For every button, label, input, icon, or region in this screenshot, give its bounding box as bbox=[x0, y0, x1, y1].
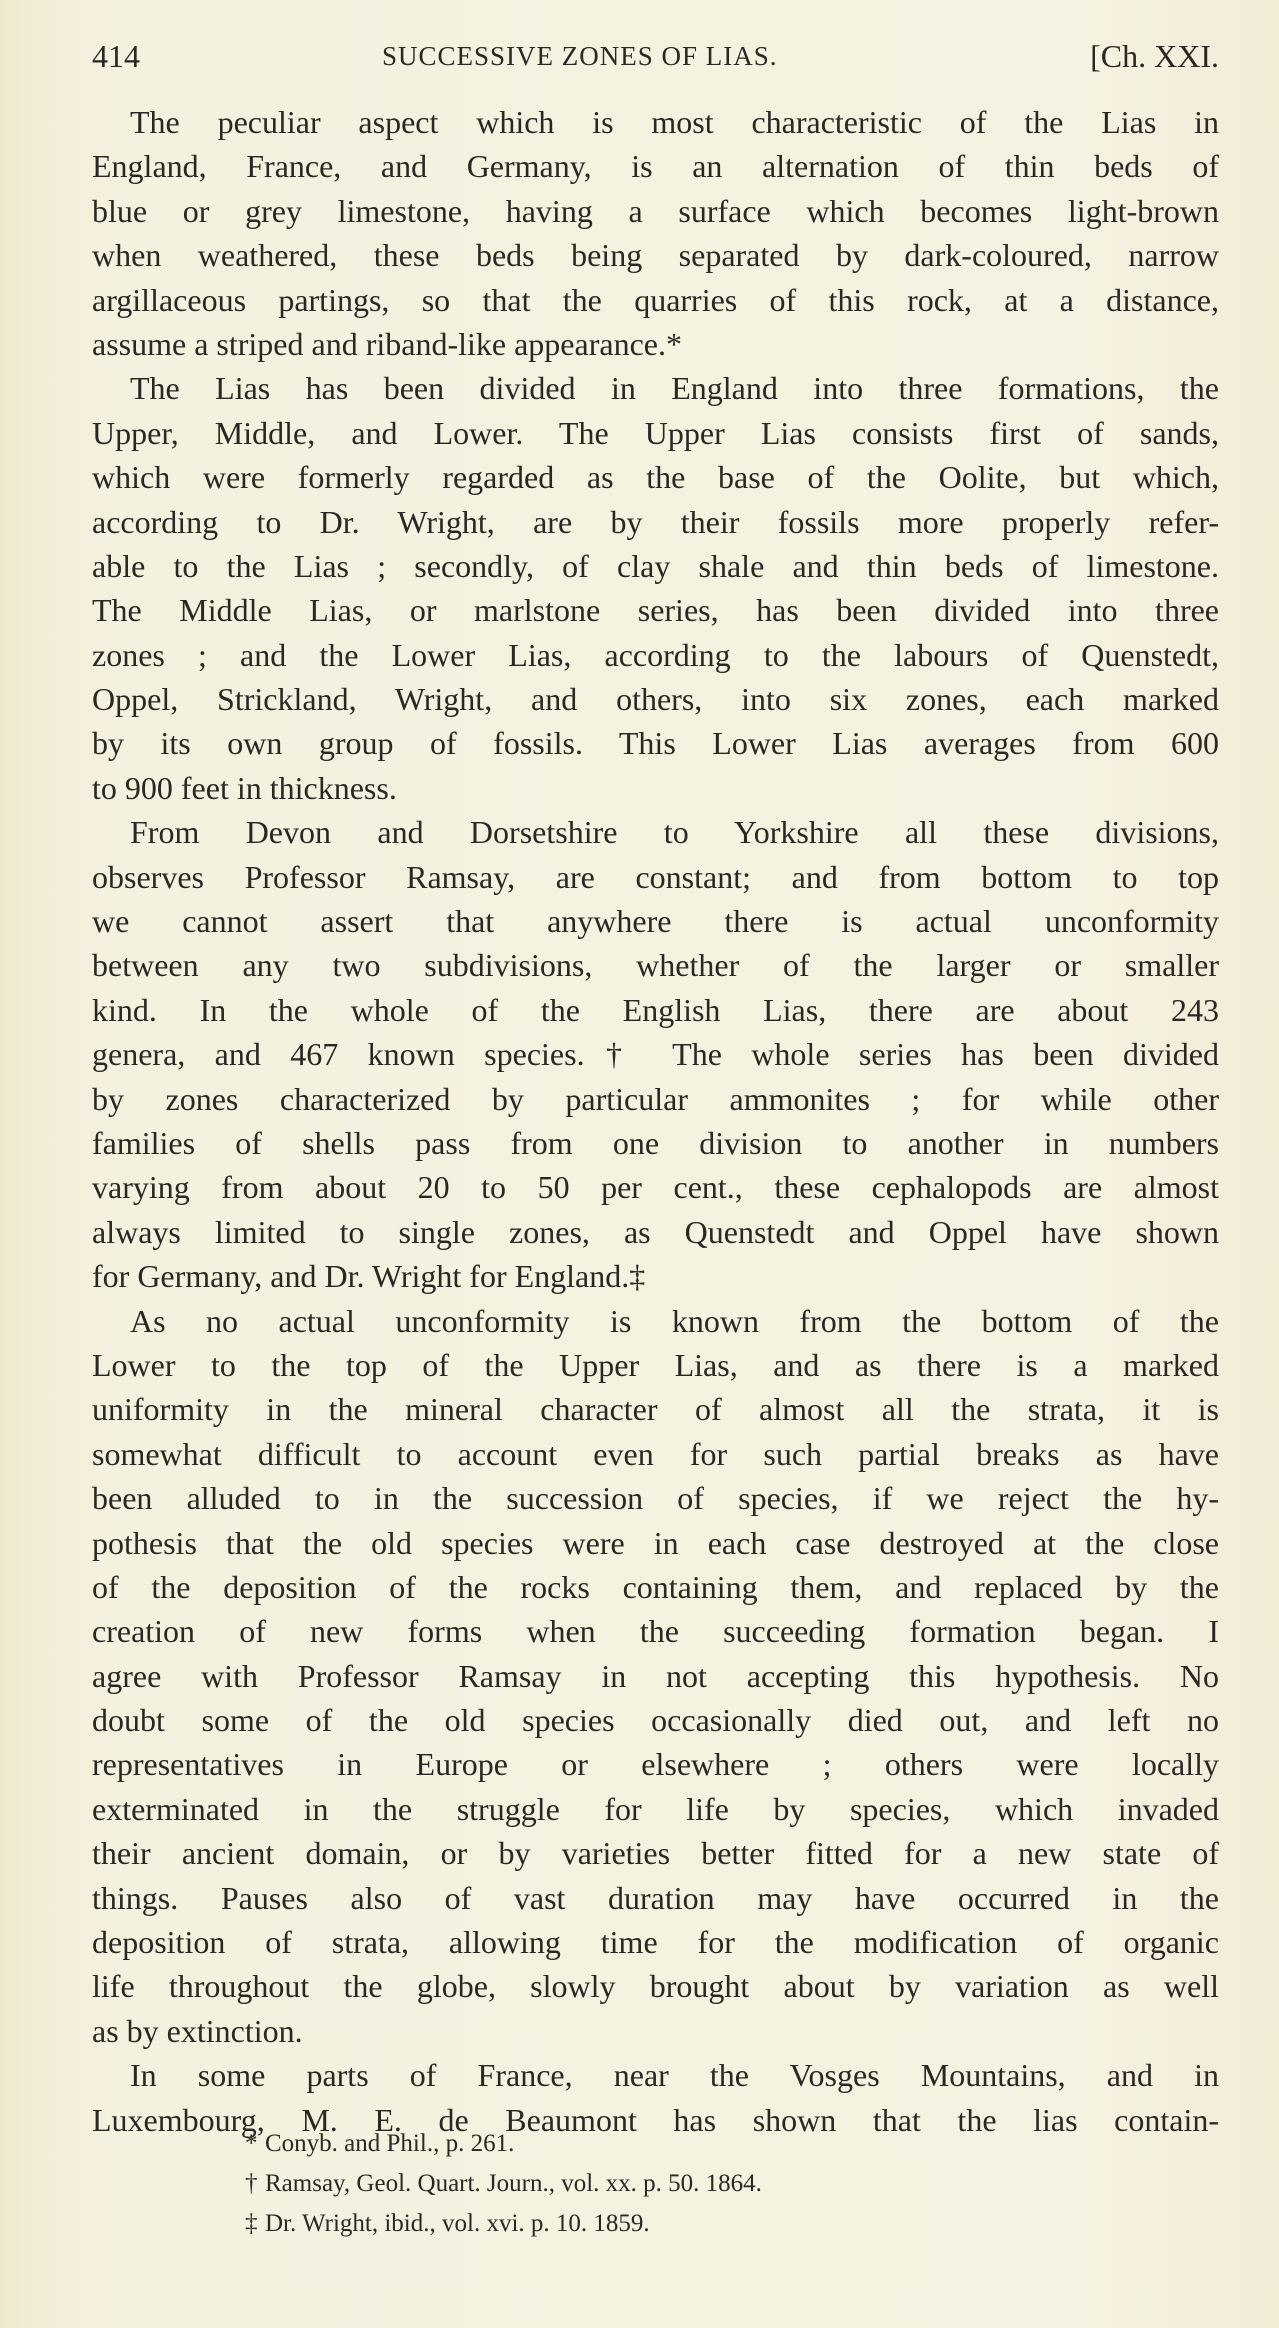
text-line: As no actual unconformity is known from the bottom of the bbox=[130, 1302, 1219, 1339]
text-line: deposition of strata, allowing time for the modification of organic bbox=[92, 1924, 1219, 1961]
footnote bbox=[245, 2164, 762, 2204]
text-line: creation of new forms when the succeeding formation began. I bbox=[92, 1613, 1219, 1650]
body-text bbox=[92, 100, 1219, 2142]
text-line: somewhat difficult to account even for such partial breaks as have bbox=[92, 1435, 1219, 1472]
text-line: between any two subdivisions, whether of the larger or smaller bbox=[92, 947, 1219, 984]
text-line: as by extinction. bbox=[92, 2012, 303, 2049]
text-line: assume a striped and riband-like appearance.* bbox=[92, 325, 682, 362]
footnote-text: Dr. Wright, ibid., vol. xvi. p. 10. 1859. bbox=[265, 2210, 650, 2237]
text-line: life throughout the globe, slowly brought about by variation as well bbox=[92, 1968, 1219, 2005]
text-line: of the deposition of the rocks containing them, and replaced by the bbox=[92, 1568, 1219, 1605]
text-line: to 900 feet in thickness. bbox=[92, 769, 397, 806]
text-line: agree with Professor Ramsay in not accepting this hypothesis. No bbox=[92, 1657, 1219, 1694]
text-line: exterminated in the struggle for life by species, which invaded bbox=[92, 1790, 1219, 1827]
text-line: Lower to the top of the Upper Lias, and as there is a marked bbox=[92, 1346, 1219, 1383]
text-line: by its own group of fossils. This Lower Lias averages from 600 bbox=[92, 725, 1219, 762]
running-title: SUCCESSIVE ZONES OF LIAS. bbox=[382, 41, 778, 71]
page-number: 414 bbox=[92, 38, 140, 74]
paragraph bbox=[92, 1299, 1219, 2054]
text-line: varying from about 20 to 50 per cent., these cephalopods are almost bbox=[92, 1169, 1219, 1206]
footnote bbox=[245, 2124, 762, 2164]
text-line: observes Professor Ramsay, are constant; and from bottom to top bbox=[92, 858, 1219, 895]
text-line: The Lias has been divided in England into three formations, the bbox=[130, 370, 1219, 407]
text-line: for Germany, and Dr. Wright for England.‡ bbox=[92, 1258, 646, 1295]
text-line: which were formerly regarded as the base of the Oolite, but which, bbox=[92, 459, 1219, 496]
text-line: pothesis that the old species were in each case destroyed at the close bbox=[92, 1524, 1219, 1561]
text-line: zones ; and the Lower Lias, according to the labours of Quenstedt, bbox=[92, 636, 1219, 673]
running-header bbox=[92, 34, 1219, 78]
text-line: families of shells pass from one division to another in numbers bbox=[92, 1124, 1219, 1161]
text-line: representatives in Europe or elsewhere ; others were locally bbox=[92, 1746, 1219, 1783]
text-line: by zones characterized by particular ammonites ; for while other bbox=[92, 1080, 1219, 1117]
footnote-text: Ramsay, Geol. Quart. Journ., vol. xx. p. 50. 1864. bbox=[265, 2170, 762, 2197]
text-line: From Devon and Dorsetshire to Yorkshire all these divisions, bbox=[130, 814, 1219, 851]
paragraph bbox=[92, 100, 1219, 366]
footnote bbox=[245, 2204, 762, 2244]
text-line: Oppel, Strickland, Wright, and others, into six zones, each marked bbox=[92, 681, 1219, 718]
footnote-mark: ‡ bbox=[245, 2210, 258, 2237]
text-line: doubt some of the old species occasionally died out, and left no bbox=[92, 1702, 1219, 1739]
text-line: uniformity in the mineral character of almost all the strata, it is bbox=[92, 1391, 1219, 1428]
text-line: always limited to single zones, as Quenstedt and Oppel have shown bbox=[92, 1213, 1219, 1250]
footnote-mark: † bbox=[245, 2170, 258, 2197]
paragraph bbox=[92, 366, 1219, 810]
text-line: things. Pauses also of vast duration may have occurred in the bbox=[92, 1879, 1219, 1916]
text-line: Luxembourg, M. E. de Beaumont has shown that the lias contain- bbox=[92, 2101, 1219, 2138]
text-line: Upper, Middle, and Lower. The Upper Lias consists first of sands, bbox=[92, 414, 1219, 451]
footnote-text: Conyb. and Phil., p. 261. bbox=[265, 2130, 515, 2157]
text-line: The Middle Lias, or marlstone series, has been divided into three bbox=[92, 592, 1219, 629]
text-line: argillaceous partings, so that the quarries of this rock, at a distance, bbox=[92, 281, 1219, 318]
text-line: genera, and 467 known species.† The whole series has been divided bbox=[92, 1036, 1219, 1073]
text-line: The peculiar aspect which is most characteristic of the Lias in bbox=[130, 104, 1219, 140]
text-line: their ancient domain, or by varieties better fitted for a new state of bbox=[92, 1835, 1219, 1872]
text-line: In some parts of France, near the Vosges Mountains, and in bbox=[130, 2057, 1219, 2094]
text-line: been alluded to in the succession of species, if we reject the hy- bbox=[92, 1480, 1219, 1517]
chapter-label: [Ch. XXI. bbox=[1090, 38, 1219, 74]
paragraph bbox=[92, 810, 1219, 1298]
text-line: according to Dr. Wright, are by their fossils more properly refer- bbox=[92, 503, 1219, 540]
text-line: kind. In the whole of the English Lias, there are about 243 bbox=[92, 991, 1219, 1028]
text-line: blue or grey limestone, having a surface which becomes light-brown bbox=[92, 192, 1219, 229]
text-line: able to the Lias ; secondly, of clay shale and thin beds of limestone. bbox=[92, 547, 1219, 584]
text-line: England, France, and Germany, is an alternation of thin beds of bbox=[92, 148, 1219, 185]
text-line: when weathered, these beds being separated by dark-coloured, narrow bbox=[92, 237, 1219, 274]
footnotes bbox=[245, 2124, 762, 2244]
text-line: we cannot assert that anywhere there is actual unconformity bbox=[92, 903, 1219, 940]
footnote-mark: * bbox=[245, 2130, 258, 2157]
